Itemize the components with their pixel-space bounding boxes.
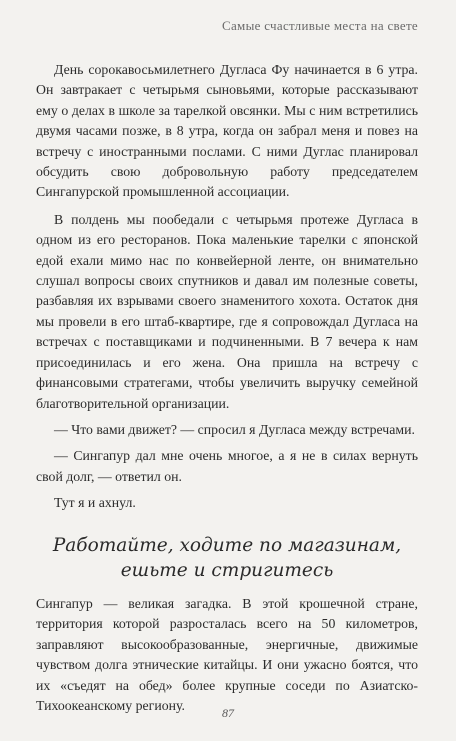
paragraph-reaction: Тут я и ахнул. — [54, 495, 136, 511]
dialog-answer: — Сингапур дал мне очень многое, а я не в силах вернуть свой долг, — ответил он. — [36, 448, 418, 484]
page-number: 87 — [222, 706, 234, 720]
section-heading-line-1: Работайте, ходите по магазинам, — [52, 535, 402, 556]
paragraph-2: В полдень мы пообедали с четырьмя протеже Дугласа в одном из его ресторанов. Пока маленькие тарелки с японской едой ехали мимо нас по конвейерной ленте, он внимательно слушал вопросы своих спутников и давал им полезные советы, разбавляя их взрывами своего знаменитого хохота. Остаток дня мы провели в его штаб-квартире, где я сопровождал Дугласа на встречах с поставщиками и подчиненными. В 7 вечера к нам присоединилась и его жена. Она пришла на встречу с финансовыми стратегами, чтобы увеличить выручку семейной благотворительной организации. — [36, 211, 418, 411]
dialog-question: — Что вами движет? — спросил я Дугласа между встречами. — [54, 421, 415, 437]
section-text — [36, 594, 418, 716]
section-heading-line-2: ешьте и стригитесь — [120, 560, 334, 581]
paragraph-1: День сорокавосьмилетнего Дугласа Фу начинается в 6 утра. Он завтракает с четырьмя сыновьями, которые рассказывают ему о делах в школе за тарелкой овсянки. Мы с ним встретились двумя часами позже, в 8 утра, когда он забрал меня и повез на встречу с иностранными послами. С ними Дуглас планировал обсудить свою добровольную работу председателем Сингапурской промышленной ассоциации. — [36, 62, 418, 200]
section-paragraph: Сингапур — великая загадка. В этой крошечной стране, территория которой разросталась всего на 50 километров, заправляют высокообразованные, энергичные, движимые чувством долга этнические китайцы. И они ужасно боятся, что их «съедят на обед» более крупные соседи по Азиатско-Тихоокеанскому региону. — [36, 596, 418, 714]
section-heading — [36, 533, 418, 583]
running-head: Самые счастливые места на свете — [222, 18, 418, 33]
main-text — [36, 60, 418, 514]
